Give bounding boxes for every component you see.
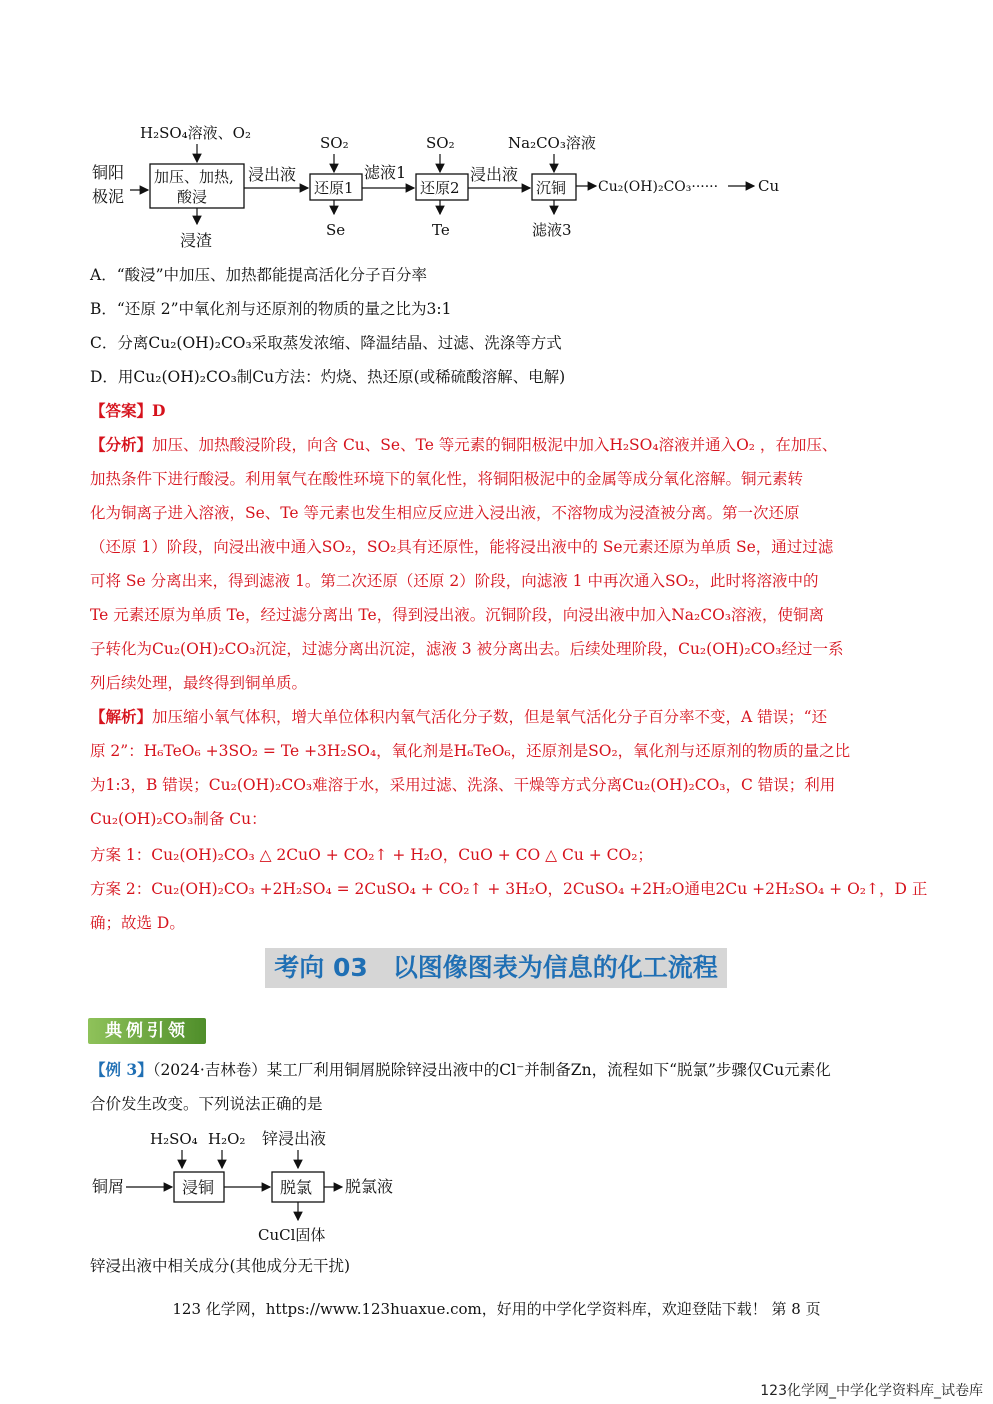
svg-text:锌浸出液: 锌浸出液 — [262, 1129, 327, 1148]
input-label-1: 铜阳 — [92, 163, 125, 182]
svg-text:H₂SO₄: H₂SO₄ — [150, 1130, 198, 1148]
example-line-1: 【例 3】（2024·吉林卷）某工厂利用铜屑脱除锌浸出液中的Cl⁻并制备Zn，流程如下“脱氯”步骤仅Cu元素化 — [90, 1060, 831, 1079]
page-footer: 123 化学网，https://www.123huaxue.com，好用的中学化学资料库，欢迎登陆下载！ 第 8 页 — [172, 1300, 821, 1318]
flow-diagram-1 — [80, 118, 800, 258]
top-reagent-1: H₂SO₄溶液、O₂ — [140, 124, 251, 142]
watermark-corner: 123化学网_中学化学资料库_试卷库 — [760, 1383, 983, 1399]
svg-text:Na₂CO₃溶液: Na₂CO₃溶液 — [508, 134, 596, 152]
answer-tag: 【答案】 — [90, 401, 153, 420]
analysis-line-8: 列后续处理，最终得到铜单质。 — [90, 674, 308, 692]
explain-line-3: 为1:3，B 错误；Cu₂(OH)₂CO₃难溶于水，采用过滤、洗涤、干燥等方式分离Cu₂(OH)₂CO₃，C 错误；利用 — [90, 776, 836, 794]
svg-text:铜屑: 铜屑 — [92, 1177, 125, 1196]
option-c: C．分离Cu₂(OH)₂CO₃采取蒸发浓缩、降温结晶、过滤、洗涤等方式 — [90, 334, 562, 352]
svg-text:沉铜: 沉铜 — [536, 179, 567, 197]
svg-text:CuCl固体: CuCl固体 — [258, 1226, 326, 1244]
explain-tag: 【解析】 — [90, 707, 153, 726]
example-line-2: 合价发生改变。下列说法正确的是 — [90, 1095, 323, 1113]
svg-text:Cu₂(OH)₂CO₃······: Cu₂(OH)₂CO₃······ — [598, 179, 719, 195]
analysis-tag: 【分析】 — [90, 435, 153, 454]
input-label-2: 极泥 — [92, 187, 125, 206]
svg-text:酸浸: 酸浸 — [177, 188, 208, 206]
svg-text:SO₂: SO₂ — [426, 134, 455, 152]
flow-diagram-2 — [80, 1122, 420, 1252]
example-tag: 【例 3】 — [90, 1060, 153, 1079]
svg-text:Te: Te — [432, 221, 450, 239]
explain-line-2: 原 2”：H₆TeO₆ +3SO₂ = Te +3H₂SO₄，氧化剂是H₆TeO₆，还原剂是SO₂，氧化剂与还原剂的物质的量之比 — [90, 742, 851, 760]
analysis-line-6: Te 元素还原为单质 Te，经过滤分离出 Te，得到浸出液。沉铜阶段，向浸出液中加入Na₂CO₃溶液，使铜离 — [90, 606, 825, 624]
analysis-line-7: 子转化为Cu₂(OH)₂CO₃沉淀，过滤分离出沉淀，滤液 3 被分离出去。后续处理阶段，Cu₂(OH)₂CO₃经过一系 — [90, 640, 844, 658]
svg-text:还原1: 还原1 — [314, 179, 354, 197]
explain-line-5: 方案 1：Cu₂(OH)₂CO₃ △ 2CuO + CO₂↑ + H₂O，CuO + CO △ Cu + CO₂； — [90, 846, 653, 864]
option-b: B．“还原 2”中氧化剂与还原剂的物质的量之比为3:1 — [90, 300, 452, 318]
svg-text:浸出液: 浸出液 — [248, 165, 297, 184]
svg-text:Se: Se — [326, 221, 346, 239]
svg-text:还原2: 还原2 — [420, 179, 460, 197]
example-badge: 典例引领 — [88, 1018, 206, 1044]
svg-text:H₂O₂: H₂O₂ — [208, 1130, 246, 1148]
caption-2: 锌浸出液中相关成分(其他成分无干扰) — [90, 1257, 351, 1275]
residue-label: 浸渣 — [180, 231, 213, 250]
explain-line-7: 确；故选 D。 — [90, 914, 185, 932]
analysis-line-3: 化为铜离子进入溶液，Se、Te 等元素也发生相应反应进入浸出液，不溶物成为浸渣被分离。第一次还原 — [90, 504, 800, 522]
explain-line-6: 方案 2：Cu₂(OH)₂CO₃ +2H₂SO₄ = 2CuSO₄ + CO₂↑ + 3H₂O，2CuSO₄ +2H₂O通电2Cu +2H₂SO₄ + O₂↑，D 正 — [90, 880, 928, 898]
explain-line-4: Cu₂(OH)₂CO₃制备 Cu： — [90, 810, 267, 828]
answer-value: D — [152, 401, 166, 420]
analysis-line-4: （还原 1）阶段，向浸出液中通入SO₂，SO₂具有还原性，能将浸出液中的 Se元素还原为单质 Se，通过过滤 — [90, 538, 834, 556]
svg-text:Cu: Cu — [758, 177, 780, 195]
section-title: 考向 03 以图像图表为信息的化工流程 — [265, 948, 727, 988]
option-d: D．用Cu₂(OH)₂CO₃制Cu方法：灼烧、热还原(或稀硫酸溶解、电解) — [90, 368, 566, 386]
analysis-line-5: 可将 Se 分离出来，得到滤液 1。第二次还原（还原 2）阶段，向滤液 1 中再次通入SO₂，此时将溶液中的 — [90, 572, 819, 590]
explain-line-1: 【解析】加压缩小氧气体积，增大单位体积内氧气活化分子数，但是氧气活化分子百分率不变，A 错误；“还 — [90, 707, 828, 726]
svg-text:加压、加热,: 加压、加热, — [154, 168, 234, 186]
svg-text:滤液1: 滤液1 — [364, 163, 407, 182]
svg-text:SO₂: SO₂ — [320, 134, 349, 152]
analysis-line-2: 加热条件下进行酸浸。利用氧气在酸性环境下的氧化性，将铜阳极泥中的金属等成分氧化溶解。铜元素转 — [90, 470, 804, 488]
analysis-line-1: 【分析】加压、加热酸浸阶段，向含 Cu、Se、Te 等元素的铜阳极泥中加入H₂SO₄溶液并通入O₂ ，在加压、 — [90, 435, 838, 454]
svg-text:脱氯: 脱氯 — [280, 1178, 313, 1197]
svg-text:浸出液: 浸出液 — [470, 165, 519, 184]
svg-text:滤液3: 滤液3 — [532, 221, 572, 239]
answer-line — [90, 401, 910, 421]
svg-text:浸铜: 浸铜 — [182, 1178, 215, 1197]
svg-text:脱氯液: 脱氯液 — [345, 1177, 394, 1196]
option-a: A．“酸浸”中加压、加热都能提高活化分子百分率 — [90, 266, 428, 284]
